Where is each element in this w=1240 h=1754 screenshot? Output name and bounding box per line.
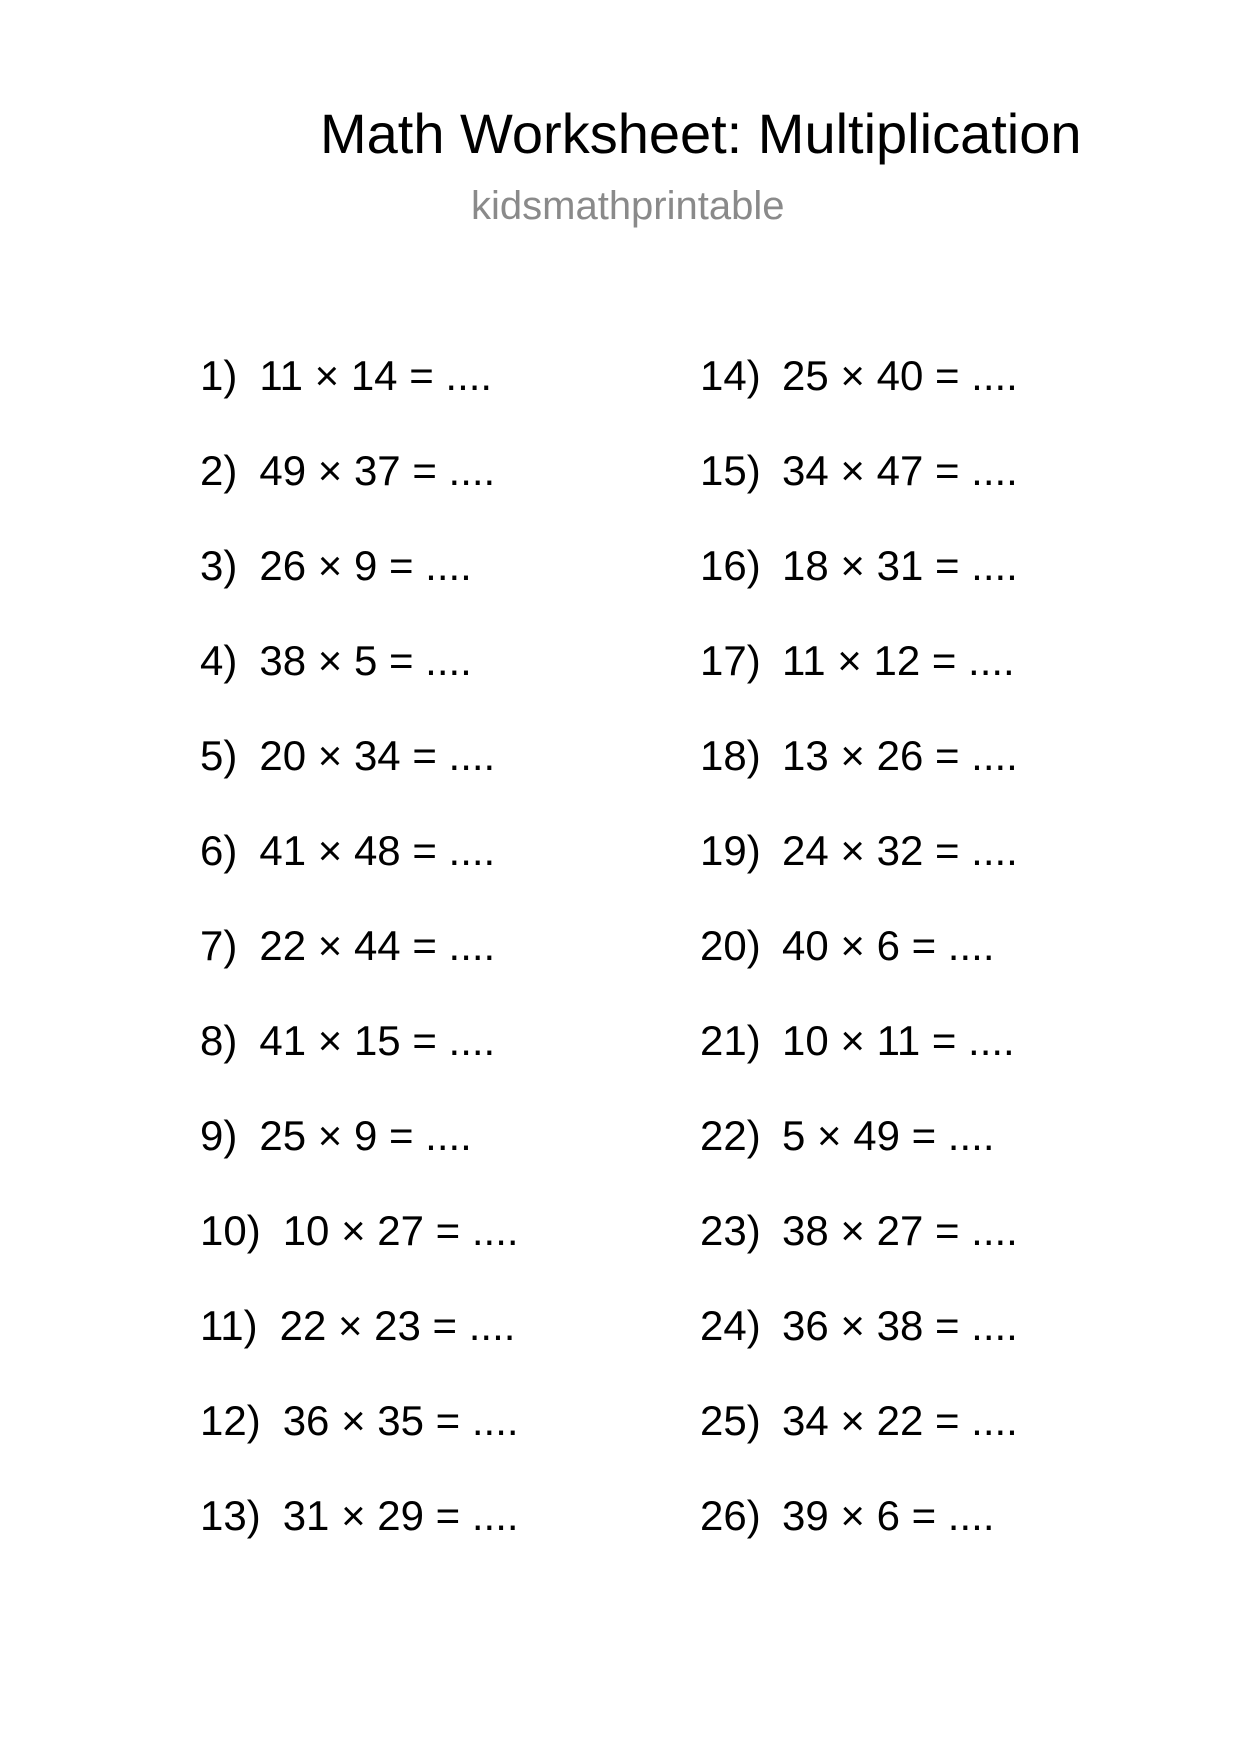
- problem-item: [700, 1011, 1018, 1106]
- problem-expression: 40 × 6 = ....: [782, 922, 995, 969]
- problem-expression: 38 × 5 = ....: [259, 637, 472, 684]
- problem-number: 8): [200, 1017, 238, 1064]
- problem-item: [200, 726, 519, 821]
- problem-item: [700, 1486, 1018, 1581]
- problem-expression: 34 × 22 = ....: [782, 1397, 1018, 1444]
- problem-expression: 10 × 27 = ....: [282, 1207, 519, 1254]
- problem-expression: 31 × 29 = ....: [282, 1492, 519, 1539]
- problem-number: 24): [700, 1302, 761, 1349]
- problem-number: 21): [700, 1017, 761, 1064]
- problem-number: 12): [200, 1397, 261, 1444]
- problem-column-left: [200, 346, 519, 1581]
- problem-item: [200, 631, 519, 726]
- problem-number: 10): [200, 1207, 261, 1254]
- problem-number: 14): [700, 352, 761, 399]
- problem-item: [200, 346, 519, 441]
- problem-number: 25): [700, 1397, 761, 1444]
- problem-number: 23): [700, 1207, 761, 1254]
- problem-number: 19): [700, 827, 761, 874]
- problem-expression: 22 × 23 = ....: [279, 1302, 516, 1349]
- problem-item: [200, 1201, 519, 1296]
- problem-expression: 34 × 47 = ....: [782, 447, 1018, 494]
- problem-expression: 5 × 49 = ....: [782, 1112, 995, 1159]
- problem-expression: 10 × 11 = ....: [782, 1017, 1015, 1064]
- problem-number: 13): [200, 1492, 261, 1539]
- problem-item: [200, 1296, 519, 1391]
- problem-expression: 25 × 40 = ....: [782, 352, 1018, 399]
- problem-item: [700, 1296, 1018, 1391]
- problem-item: [200, 1391, 519, 1486]
- problem-number: 15): [700, 447, 761, 494]
- problem-item: [700, 1106, 1018, 1201]
- problem-expression: 20 × 34 = ....: [259, 732, 496, 779]
- problem-column-right: [700, 346, 1018, 1581]
- problem-expression: 26 × 9 = ....: [259, 542, 472, 589]
- worksheet-subtitle: kidsmathprintable: [471, 184, 785, 228]
- problem-expression: 39 × 6 = ....: [782, 1492, 995, 1539]
- problem-item: [200, 536, 519, 631]
- problem-number: 20): [700, 922, 761, 969]
- problem-expression: 24 × 32 = ....: [782, 827, 1018, 874]
- problem-number: 11): [200, 1302, 258, 1349]
- problem-expression: 18 × 31 = ....: [782, 542, 1018, 589]
- problem-item: [200, 821, 519, 916]
- problem-number: 7): [200, 922, 238, 969]
- problem-number: 22): [700, 1112, 761, 1159]
- problem-expression: 22 × 44 = ....: [259, 922, 496, 969]
- problem-item: [700, 1391, 1018, 1486]
- problem-expression: 36 × 38 = ....: [782, 1302, 1018, 1349]
- worksheet-title: Math Worksheet: Multiplication: [320, 102, 1082, 165]
- problem-item: [200, 1011, 519, 1106]
- problem-item: [700, 441, 1018, 536]
- problem-number: 1): [200, 352, 238, 399]
- problem-number: 16): [700, 542, 761, 589]
- problem-expression: 36 × 35 = ....: [282, 1397, 519, 1444]
- problem-expression: 11 × 12 = ....: [782, 637, 1015, 684]
- problem-item: [700, 916, 1018, 1011]
- problem-item: [200, 1486, 519, 1581]
- problem-number: 18): [700, 732, 761, 779]
- problem-item: [700, 1201, 1018, 1296]
- problem-number: 6): [200, 827, 238, 874]
- problem-expression: 11 × 14 = ....: [259, 352, 493, 399]
- problem-item: [700, 726, 1018, 821]
- problem-number: 26): [700, 1492, 761, 1539]
- problem-expression: 49 × 37 = ....: [259, 447, 496, 494]
- problem-expression: 13 × 26 = ....: [782, 732, 1018, 779]
- problem-expression: 25 × 9 = ....: [259, 1112, 472, 1159]
- problem-expression: 38 × 27 = ....: [782, 1207, 1018, 1254]
- problem-number: 5): [200, 732, 238, 779]
- problem-item: [700, 346, 1018, 441]
- problem-number: 4): [200, 637, 238, 684]
- problem-item: [700, 631, 1018, 726]
- problem-item: [200, 916, 519, 1011]
- problem-expression: 41 × 48 = ....: [259, 827, 496, 874]
- problem-number: 9): [200, 1112, 238, 1159]
- problem-expression: 41 × 15 = ....: [259, 1017, 496, 1064]
- problem-item: [700, 536, 1018, 631]
- problem-number: 2): [200, 447, 238, 494]
- problem-item: [700, 821, 1018, 916]
- problem-item: [200, 441, 519, 536]
- problem-number: 17): [700, 637, 761, 684]
- problem-number: 3): [200, 542, 238, 589]
- problem-item: [200, 1106, 519, 1201]
